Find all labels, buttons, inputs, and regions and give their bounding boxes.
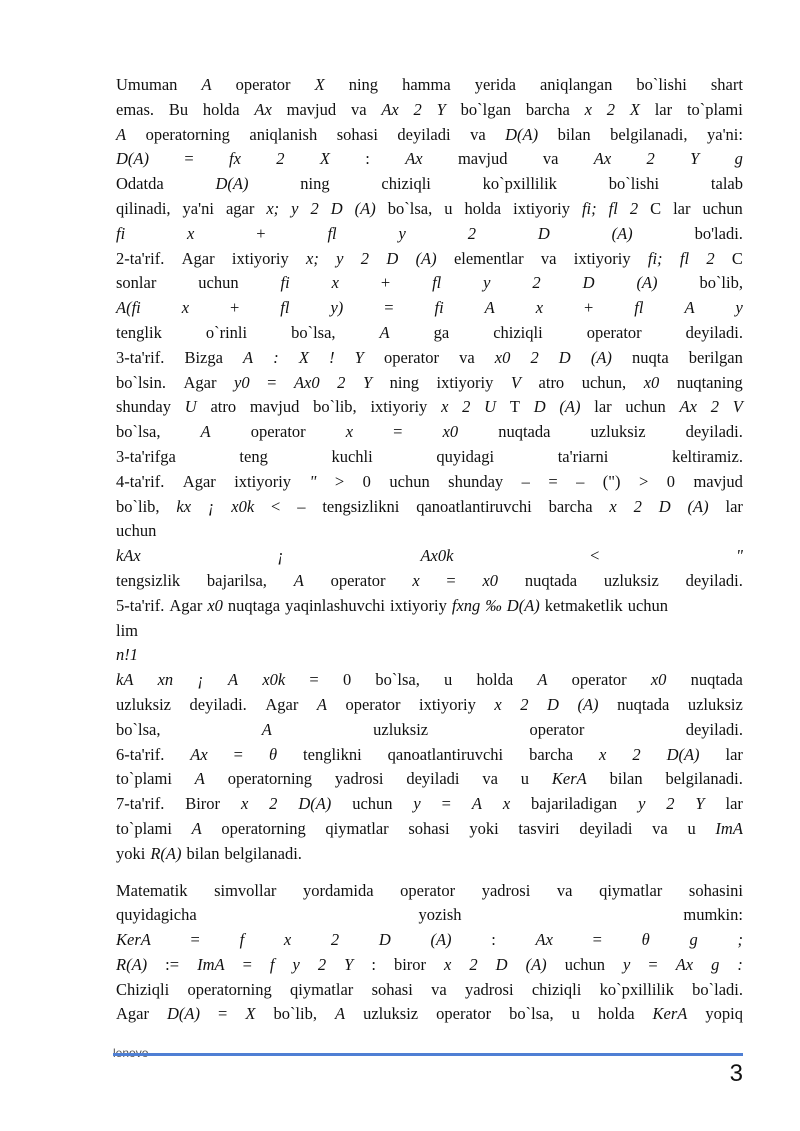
text-line: tenglik o`rinli bo`lsa, A ga chiziqli operator deyiladi. [116,322,743,342]
text-line: uzluksiz deyiladi. Agar A operator ixtiyoriy x 2 D (A) nuqtada uzluksiz [116,694,743,714]
text-line: Matematik simvollar yordamida operator yadrosi va qiymatlar sohasini [116,880,743,900]
text-line: 3-ta'rif. Bizga A : X ! Y operator va x0 2 D (A) nuqta berilgan [116,347,743,367]
text-line: 2-ta'rif. Agar ixtiyoriy x; y 2 D (A) elementlar va ixtiyoriy fi; fl 2 C [116,248,743,268]
text-line: KerA = f x 2 D (A) : Ax = θ g ; [116,930,743,950]
text-line: bo`lib, kx ¡ x0k < – tengsizlikni qanoatlantiruvchi barcha x 2 D (A) lar [116,496,743,516]
text-line: quyidagicha yozish mumkin: [116,905,743,925]
text-line: n!1 [116,645,138,665]
text-line: bo`lsa, A operator x = x0 nuqtada uzluksiz deyiladi. [116,422,743,442]
text-line: A(fi x + fl y) = fi A x + fl A y [116,298,743,318]
text-line: lim [116,620,139,640]
text-line: shunday U atro mavjud bo`lib, ixtiyoriy x 2 U T D (A) lar uchun Ax 2 V [116,397,743,417]
document-body [116,73,743,1027]
text-line: to`plami A operatorning yadrosi deyiladi va u KerA bilan belgilanadi. [116,769,743,789]
text-line: R(A) := ImA = f y 2 Y : biror x 2 D (A) uchun y = Ax g : [116,954,743,974]
text-line: 6-ta'rif. Ax = θ tenglikni qanoatlantiruvchi barcha x 2 D(A) lar [116,744,743,764]
text-line: emas. Bu holda Ax mavjud va Ax 2 Y bo`lgan barcha x 2 X lar to`plami [116,99,743,119]
text-line: Umuman A operator X ning hamma yerida aniqlangan bo`lishi shart [116,75,743,94]
text-line: 7-ta'rif. Biror x 2 D(A) uchun y = A x bajariladigan y 2 Y lar [116,794,743,814]
footer-rule [113,1053,743,1056]
text-line: kAx ¡ Ax0k < " [116,546,743,566]
text-line: 5-ta'rif. Agar x0 nuqtaga yaqinlashuvchi ixtiyoriy fxng ‰ D(A) ketmaketlik uchun [116,595,669,615]
text-line: sonlar uchun fi x + fl y 2 D (A) bo`lib, [116,273,743,293]
text-line: Agar D(A) = X bo`lib, A uzluksiz operator bo`lsa, u holda KerA yopiq [116,1004,743,1024]
text-line: Chiziqli operatorning qiymatlar sohasi va yadrosi chiziqli ko`pxillilik bo`ladi. [116,979,743,999]
text-line: bo`lsa, A uzluksiz operator deyiladi. [116,719,743,739]
text-line: yoki R(A) bilan belgilanadi. [116,843,302,863]
text-line: tengsizlik bajarilsa, A operator x = x0 nuqtada uzluksiz deyiladi. [116,570,743,590]
text-line: to`plami A operatorning qiymatlar sohasi yoki tasviri deyiladi va u ImA [116,818,743,838]
text-line: A operatorning aniqlanish sohasi deyiladi va D(A) bilan belgilanadi, ya'ni: [116,124,743,144]
text-line: bo`lsin. Agar y0 = Ax0 2 Y ning ixtiyoriy V atro uchun, x0 nuqtaning [116,372,743,392]
text-line: Odatda D(A) ning chiziqli ko`pxillilik bo`lishi talab [116,174,743,194]
text-line: 3-ta'rifga teng kuchli quyidagi ta'riarni keltiramiz. [116,446,743,466]
text-line: fi x + fl y 2 D (A) bo'ladi. [116,223,743,243]
paragraph-operator-definitions [116,73,743,867]
text-line: qilinadi, ya'ni agar x; y 2 D (A) bo`lsa, u holda ixtiyoriy fi; fl 2 C lar uchun [116,198,743,218]
paragraph-kernel-and-image [116,879,743,1028]
text-line: uchun [116,521,157,541]
text-line: kA xn ¡ A x0k = 0 bo`lsa, u holda A operator x0 nuqtada [116,670,743,690]
text-line: 4-ta'rif. Agar ixtiyoriy " > 0 uchun shunday – = – (") > 0 mavjud [116,471,743,491]
text-line: D(A) = fx 2 X : Ax mavjud va Ax 2 Y g [116,149,743,169]
page-number: 3 [729,1060,743,1087]
